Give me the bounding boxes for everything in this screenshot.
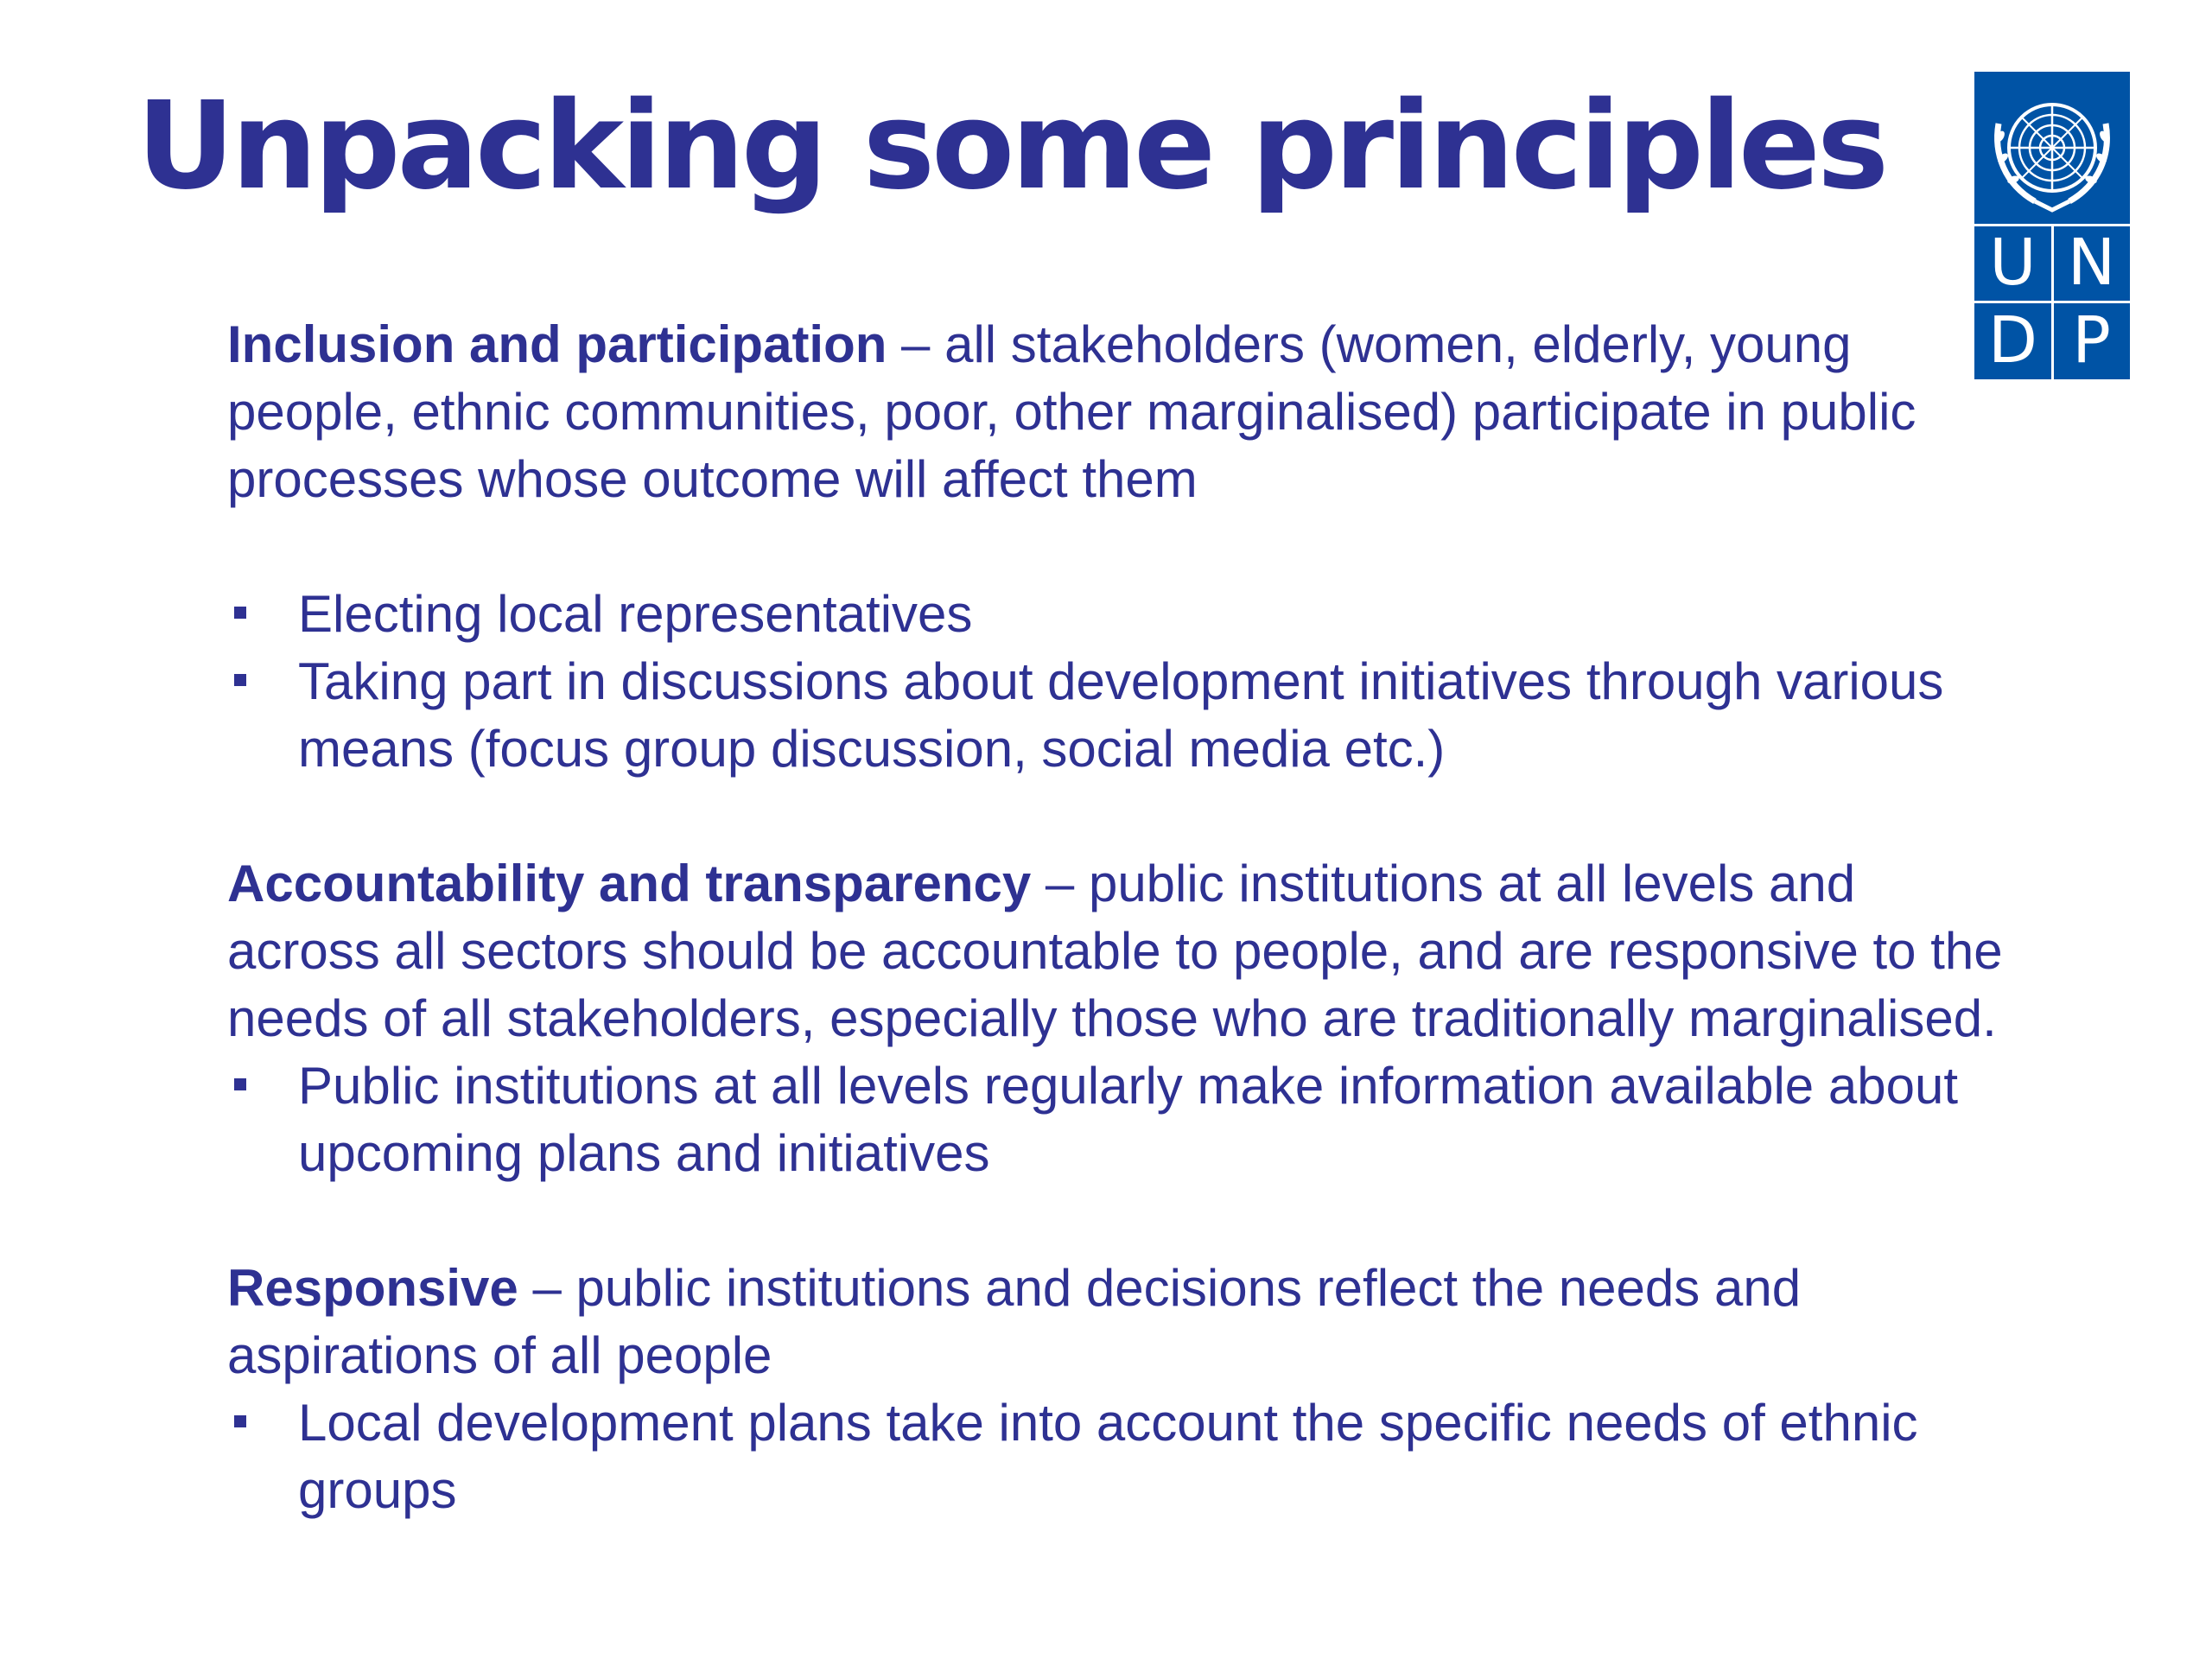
logo-letter-p: P (2072, 303, 2111, 378)
slide-title: Unpacking some principles (137, 76, 1886, 217)
spacer (227, 783, 2007, 850)
list-item (227, 581, 2007, 648)
un-emblem-icon (1974, 72, 2130, 224)
list-item (227, 648, 2007, 783)
spacer (227, 1187, 2007, 1255)
section-inclusion-text: – all stakeholders (women, elderly, young people, ethnic communities, poor, other marginalised) participate in public processes whose outcome will affect them (227, 315, 1916, 508)
logo-letter-d: D (1988, 303, 2037, 378)
section-inclusion-heading: Inclusion and participation (227, 315, 887, 373)
section-accountability-heading: Accountability and transparency (227, 855, 1032, 912)
list-item (227, 1052, 2007, 1187)
section-inclusion-bullets (227, 581, 2007, 783)
list-item-text: Electing local representatives (298, 585, 973, 643)
list-item-text: Public institutions at all levels regularly make information available about upcoming plans and initiatives (298, 1057, 1958, 1182)
bullet-square-icon (234, 1078, 246, 1090)
list-item-text: Taking part in discussions about development initiatives through various means (focus group discussion, social media etc.) (298, 652, 1944, 778)
section-accountability-paragraph (227, 850, 2007, 1052)
section-responsive-heading: Responsive (227, 1259, 518, 1317)
section-responsive-text: – public institutions and decisions reflect the needs and aspirations of all people (227, 1259, 1802, 1384)
bullet-square-icon (234, 1415, 246, 1427)
slide-body (227, 311, 2007, 1524)
spacer (227, 513, 2007, 581)
section-accountability-bullets (227, 1052, 2007, 1187)
bullet-square-icon (234, 607, 246, 619)
list-item-text: Local development plans take into account the specific needs of ethnic groups (298, 1394, 1918, 1519)
logo-letter-n: N (2067, 226, 2116, 300)
list-item (227, 1389, 2007, 1524)
logo-letter-u: U (1989, 226, 2037, 300)
section-inclusion-paragraph (227, 311, 2007, 513)
section-responsive-paragraph (227, 1255, 2007, 1389)
section-responsive-bullets (227, 1389, 2007, 1524)
bullet-square-icon (234, 674, 246, 686)
section-accountability-text: – public institutions at all levels and across all sectors should be accountable to people, and are responsive to the needs of all stakeholders, especially those who are traditionally marginalised. (227, 855, 2003, 1047)
